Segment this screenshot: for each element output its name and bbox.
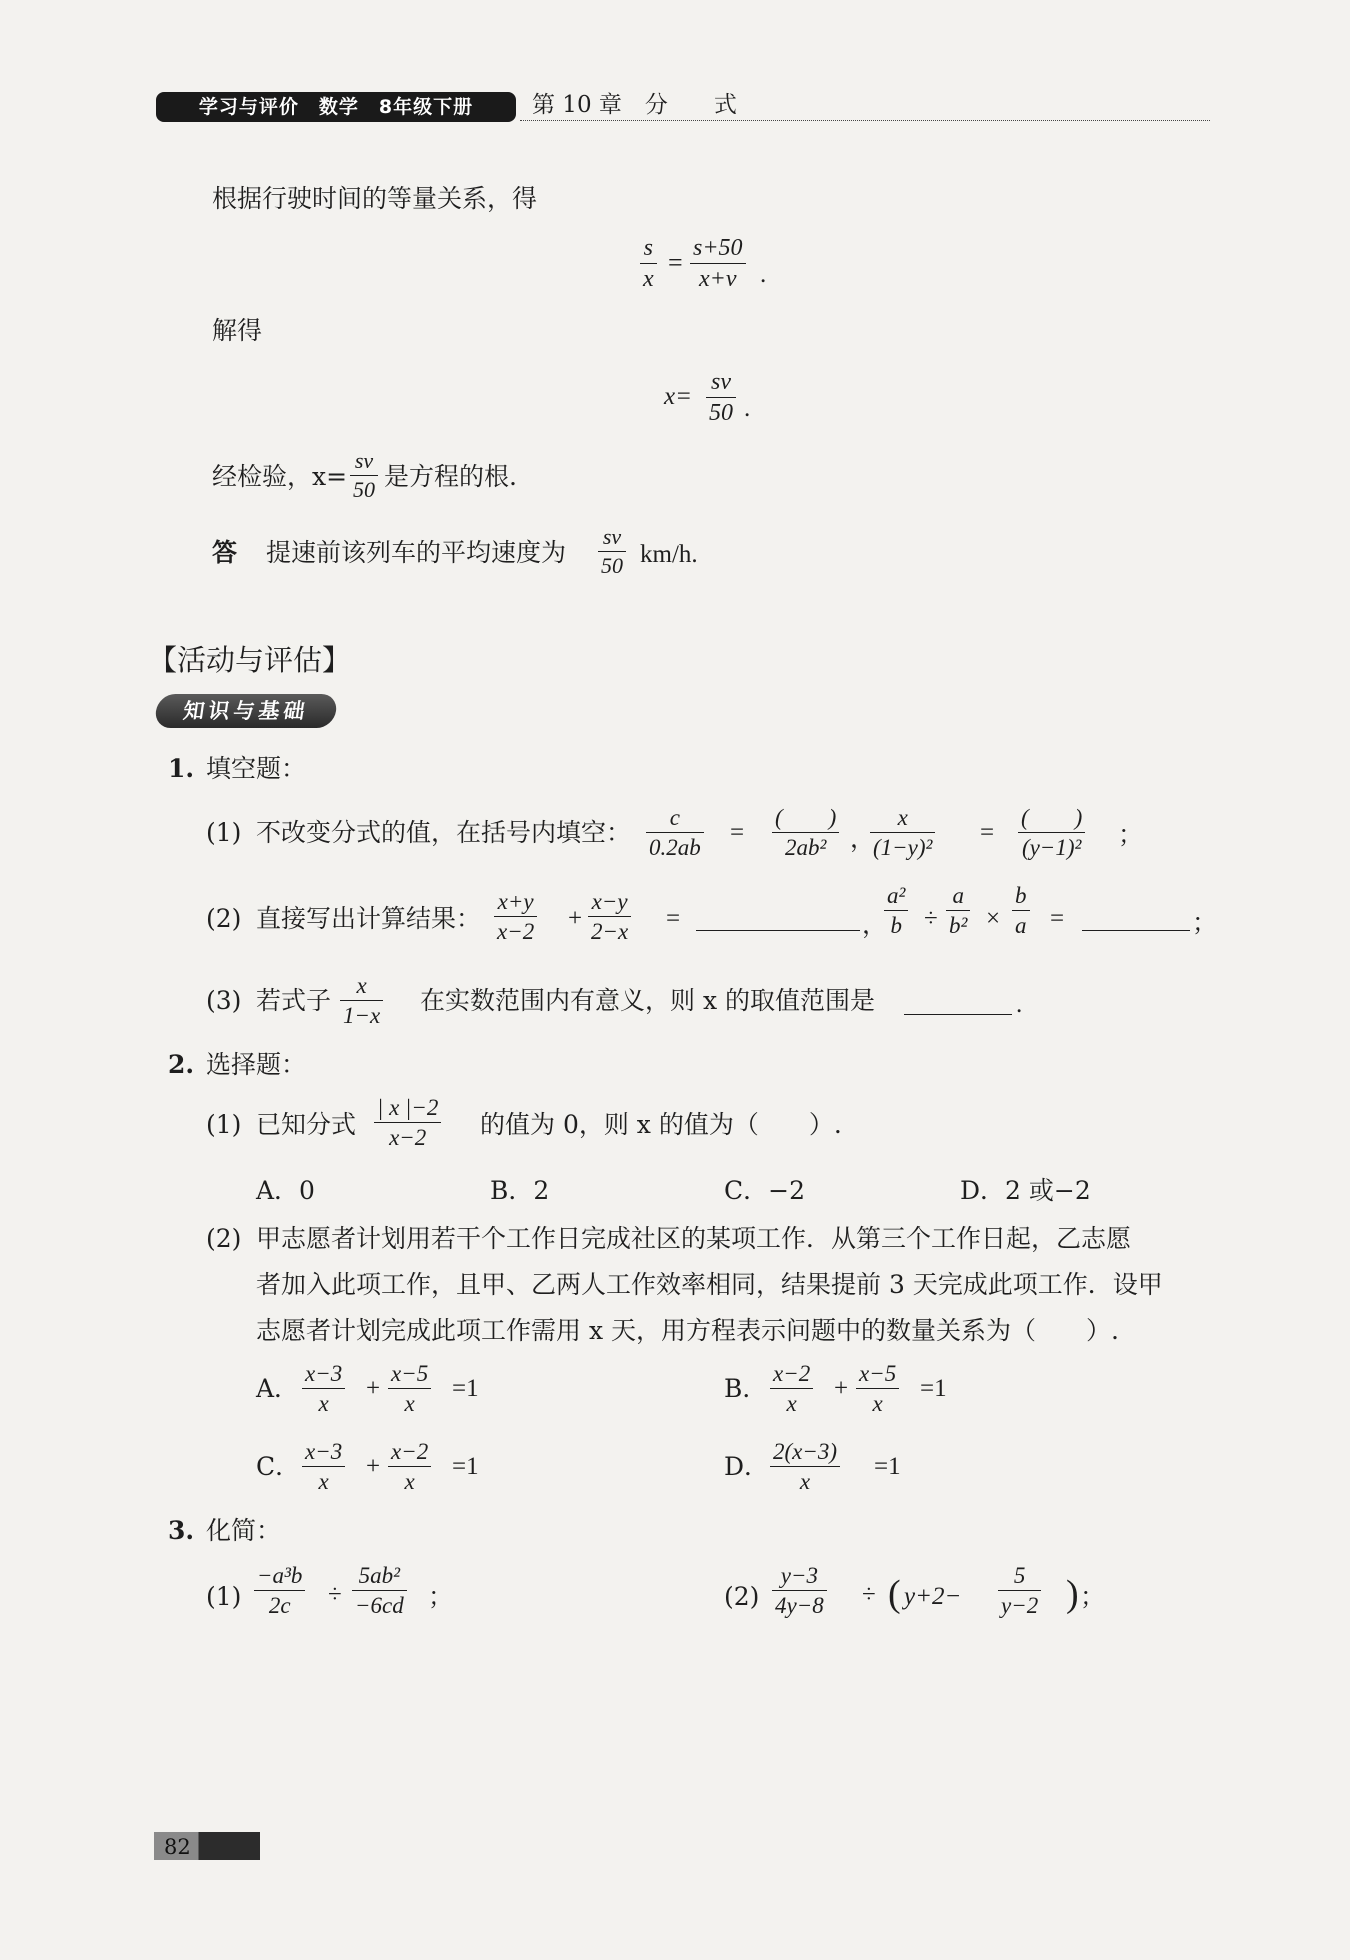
knowledge-banner: 知识与基础 <box>154 694 339 728</box>
header-rule <box>520 120 1210 121</box>
check-suffix: 是方程的根. <box>384 462 517 491</box>
q2-p2-option-a-fraction-2: $\frac{x-5}{x}$ <box>388 1362 431 1415</box>
q2-p2-option-c-label[interactable]: C． <box>256 1452 301 1481</box>
q2-p2-option-b-plus: + <box>834 1375 849 1402</box>
q2-p2-line-3: 志愿者计划完成此项工作需用 x 天，用方程表示问题中的数量关系为（ ）. <box>256 1316 1119 1345</box>
page-number: 82 <box>164 1835 191 1859</box>
check-prefix: 经检验，x= <box>212 462 348 491</box>
q3-title: 化简： <box>206 1516 282 1545</box>
q3-p2-right-paren: ) <box>1066 1573 1079 1615</box>
q3-number: 3. <box>168 1516 195 1545</box>
q2-p1-option-d[interactable]: D．2 或−2 <box>960 1176 1091 1205</box>
q2-p2-option-d-fraction: $\frac{2(x-3)}{x}$ <box>770 1440 840 1493</box>
q1-p1-label: (1) <box>206 818 242 847</box>
answer-text: 提速前该列车的平均速度为 <box>266 538 567 567</box>
q2-number: 2. <box>168 1050 195 1079</box>
q1-p2-text: 直接写出计算结果： <box>256 904 482 933</box>
q2-p2-option-c-fraction-2: $\frac{x-2}{x}$ <box>388 1440 431 1493</box>
q1-p3-text: 在实数范围内有意义，则 x 的取值范围是 <box>420 986 875 1015</box>
q2-p2-option-b-fraction-1: $\frac{x-2}{x}$ <box>770 1362 813 1415</box>
q2-p1-fraction: $\frac{| x |-2}{x-2}$ <box>374 1096 441 1149</box>
q3-p2-fraction-2: $\frac{5}{y-2}$ <box>998 1564 1041 1617</box>
eq1-period: . <box>760 261 767 288</box>
q1-p1-semicolon: ； <box>1118 820 1144 849</box>
answer-unit: km/h. <box>640 541 698 568</box>
eq1-lhs-fraction: $\frac{s}{x}$ <box>640 236 657 291</box>
q2-p1-label: (1) <box>206 1110 242 1139</box>
q3-p2-middle: y+2− <box>904 1583 962 1610</box>
q2-p2-option-c-rhs: =1 <box>452 1453 479 1480</box>
q1-p1-fraction-3: $\frac{x}{\text{(1−y)²}}$ <box>870 806 935 859</box>
q1-title: 填空题： <box>206 754 307 783</box>
eq1-rhs-fraction: $\frac{s+50}{x+v}$ <box>690 236 746 291</box>
q3-p2-left-paren: ( <box>888 1573 901 1615</box>
q2-p2-option-d-label[interactable]: D． <box>724 1452 770 1481</box>
eq2-period: . <box>744 395 751 422</box>
q1-number: 1. <box>168 754 195 783</box>
q1-p1-comma: ， <box>850 824 876 853</box>
eq2-lhs: x= <box>664 383 692 410</box>
q2-title: 选择题： <box>206 1050 307 1079</box>
q2-p1-option-a[interactable]: A．0 <box>256 1176 315 1205</box>
q1-p2-answer-blank-1[interactable] <box>696 930 860 931</box>
book-title-badge: 学习与评价 数学 8年级下册 <box>156 92 516 122</box>
q1-p2-divide: ÷ <box>924 905 938 932</box>
q2-p2-line-2: 者加入此项工作，且甲、乙两人工作效率相同，结果提前 3 天完成此项工作．设甲 <box>256 1270 1163 1299</box>
q2-p2-option-a-plus: + <box>366 1375 381 1402</box>
q2-p2-option-b-rhs: =1 <box>920 1375 947 1402</box>
q3-p2-semicolon: ； <box>1080 1582 1106 1611</box>
q3-p1-fraction-2: $\frac{\text{5ab²}}{-6cd}$ <box>352 1564 407 1617</box>
q3-p2-divide: ÷ <box>862 1581 876 1608</box>
q2-p1-prefix: 已知分式 <box>256 1110 357 1139</box>
q1-p3-answer-blank[interactable] <box>904 1014 1012 1015</box>
q2-p1-text: 的值为 0，则 x 的值为（ ）. <box>480 1110 842 1139</box>
q1-p2-eq-2: = <box>1050 905 1065 932</box>
q1-p1-text: 不改变分式的值，在括号内填空： <box>256 818 632 847</box>
solution-line-1: 根据行驶时间的等量关系，得 <box>212 184 538 213</box>
q1-p2-answer-blank-2[interactable] <box>1082 930 1190 931</box>
q3-p1-fraction-1: $\frac{\text{−a³b}}{2c}$ <box>254 1564 305 1617</box>
q1-p2-plus: + <box>568 905 583 932</box>
answer-label: 答 <box>212 538 238 567</box>
q1-p2-semicolon: ； <box>1192 908 1218 937</box>
q1-p2-times: × <box>986 905 1001 932</box>
answer-fraction: $\frac{sv}{50}$ <box>598 526 626 577</box>
q1-p2-fraction-2: $\frac{x-y}{2-x}$ <box>588 890 631 943</box>
q1-p2-fraction-4: $\frac{a}{\text{b²}}$ <box>946 884 970 937</box>
q3-p2-fraction-1: $\frac{y-3}{4y-8}$ <box>772 1564 827 1617</box>
q1-p2-comma: ， <box>862 910 888 939</box>
q3-p1-semicolon: ； <box>428 1582 454 1611</box>
solution-line-2: 解得 <box>212 316 263 345</box>
q1-p1-fraction-1: $\frac{c}{0.2ab}$ <box>646 806 704 859</box>
q1-p3-period: . <box>1016 991 1023 1018</box>
q1-p1-fraction-2: ( ) 2ab² <box>772 806 839 859</box>
q2-p2-option-d-rhs: =1 <box>874 1453 901 1480</box>
q1-p1-eq-1: = <box>730 819 745 846</box>
q2-p2-label: (2) <box>206 1224 242 1253</box>
q3-p1-label: (1) <box>206 1582 242 1611</box>
q2-p2-option-a-fraction-1: $\frac{x-3}{x}$ <box>302 1362 345 1415</box>
eq2-fraction: $\frac{sv}{50}$ <box>706 370 736 425</box>
q2-p1-option-b[interactable]: B．2 <box>490 1176 550 1205</box>
section-title: 【活动与评估】 <box>148 643 352 677</box>
q2-p1-option-c[interactable]: C．−2 <box>724 1176 805 1205</box>
q1-p2-fraction-1: $\frac{x+y}{x-2}$ <box>494 890 537 943</box>
q1-p2-label: (2) <box>206 904 242 933</box>
q2-p2-option-b-fraction-2: $\frac{x-5}{x}$ <box>856 1362 899 1415</box>
q3-p2-label: (2) <box>724 1582 760 1611</box>
q1-p1-eq-2: = <box>980 819 995 846</box>
q1-p3-label: (3) <box>206 986 242 1015</box>
q1-p2-fraction-5: $\frac{b}{a}$ <box>1012 884 1030 937</box>
q1-p3-fraction: $\frac{x}{1-x}$ <box>340 974 383 1027</box>
page-number-tab <box>154 1832 260 1860</box>
q1-p2-fraction-3: $\frac{\text{a²}}{b}$ <box>884 884 908 937</box>
q3-p1-divide: ÷ <box>328 1581 342 1608</box>
eq1-equals: = <box>668 248 683 277</box>
chapter-title: 第 10 章 分 式 <box>532 92 737 118</box>
check-fraction: $\frac{sv}{50}$ <box>350 450 378 501</box>
q2-p2-line-1: 甲志愿者计划用若干个工作日完成社区的某项工作．从第三个工作日起，乙志愿 <box>256 1224 1132 1253</box>
q1-p2-eq-1: = <box>666 905 681 932</box>
q2-p2-option-b-label[interactable]: B． <box>724 1374 768 1403</box>
q1-p1-fraction-4: ( ) (y−1)² <box>1018 806 1085 859</box>
q1-p3-prefix: 若式子 <box>256 986 332 1015</box>
q2-p2-option-c-fraction-1: $\frac{x-3}{x}$ <box>302 1440 345 1493</box>
q2-p2-option-c-plus: + <box>366 1453 381 1480</box>
q2-p2-option-a-rhs: =1 <box>452 1375 479 1402</box>
q2-p2-option-a-label[interactable]: A． <box>256 1374 300 1403</box>
